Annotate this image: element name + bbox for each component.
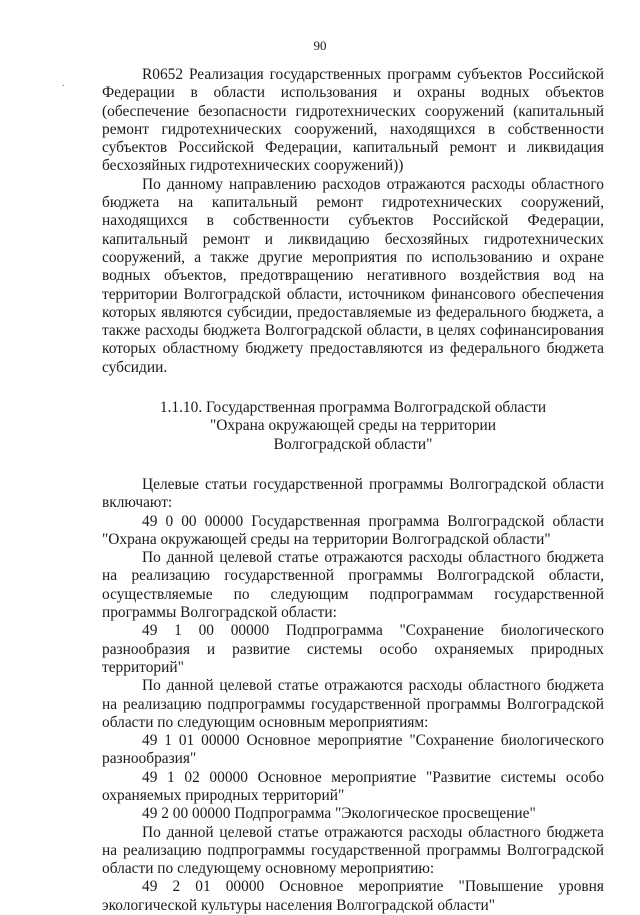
page-number: 90 (313, 38, 327, 53)
margin-mark: . (62, 78, 65, 89)
document-body (102, 66, 604, 915)
paragraph-subprogram-1-description: По данной целевой статье отражаются расходы областного бюджета на реализацию подпрограммы государственной программы Волгоградской области по следующим основным мероприятиям: (102, 677, 604, 731)
section-heading-line-2: "Охрана окружающей среды на территории (209, 417, 497, 435)
paragraph-subprogram-2-description: По данной целевой статье отражаются расходы областного бюджета на реализацию подпрограммы государственной программы Волгоградской области по следующему основному мероприятию: (102, 823, 604, 878)
paragraph-intro: Целевые статьи государственной программы Волгоградской области включают: (102, 475, 604, 512)
paragraph-program-description: По данной целевой статье отражаются расходы областного бюджета на реализацию государственной программы Волгоградской области, осуществляемые по следующим подпрограммам государственной программы Волгоградской области: (102, 549, 604, 622)
section-heading-line-1: 1.1.10. Государственная программа Волгоградской области (159, 399, 547, 417)
paragraph-activity-49-2-01: 49 2 01 00000 Основное мероприятие "Повышение уровня экологической культуры населения Волгоградской области" (102, 878, 604, 914)
paragraph-program-49-0: 49 0 00 00000 Государственная программа Волгоградской области "Охрана окружающей среды на территории Волгоградской области" (102, 512, 604, 548)
paragraph-subprogram-49-2: 49 2 00 00000 Подпрограмма "Экологическое просвещение" (142, 805, 536, 823)
paragraph-activity-49-1-02: 49 1 02 00000 Основное мероприятие "Развитие системы особо охраняемых природных территорий" (102, 768, 604, 804)
paragraph-activity-49-1-01: 49 1 01 00000 Основное мероприятие "Сохранение биологического разнообразия" (102, 732, 604, 768)
section-heading (102, 399, 604, 454)
paragraph-r0652-description: По данному направлению расходов отражаются расходы областного бюджета на капитальный ремонт гидротехнических сооружений, находящихся в собственности субъектов Российской Федерации, капитальный ремонт и ликвидацию бесхозяйных гидротехнических сооружений, а также другие мероприятия по использованию и охране водных объектов, предотвращению негативного воздействия вод на территории Волгоградской области, источником финансового обеспечения которых являются субсидии, предоставляемые из федерального бюджета, а также расходы бюджета Волгоградской области, в целях софинансирования которых областному бюджету предоставляются из федерального бюджета субсидии. (102, 175, 604, 376)
paragraph-r0652-title: R0652 Реализация государственных программ субъектов Российской Федерации в области использования и охраны водных объектов (обеспечение безопасности гидротехнических сооружений (капитальный ремонт гидротехнических сооружений, находящихся в собственности субъектов Российской Федерации, капитальный ремонт и ликвидация бесхозяйных гидротехнических сооружений)) (102, 66, 604, 175)
section-heading-line-3: Волгоградской области" (273, 435, 433, 453)
paragraph-subprogram-49-1: 49 1 00 00000 Подпрограмма "Сохранение биологического разнообразия и развитие системы особо охраняемых природных территорий" (102, 622, 604, 676)
